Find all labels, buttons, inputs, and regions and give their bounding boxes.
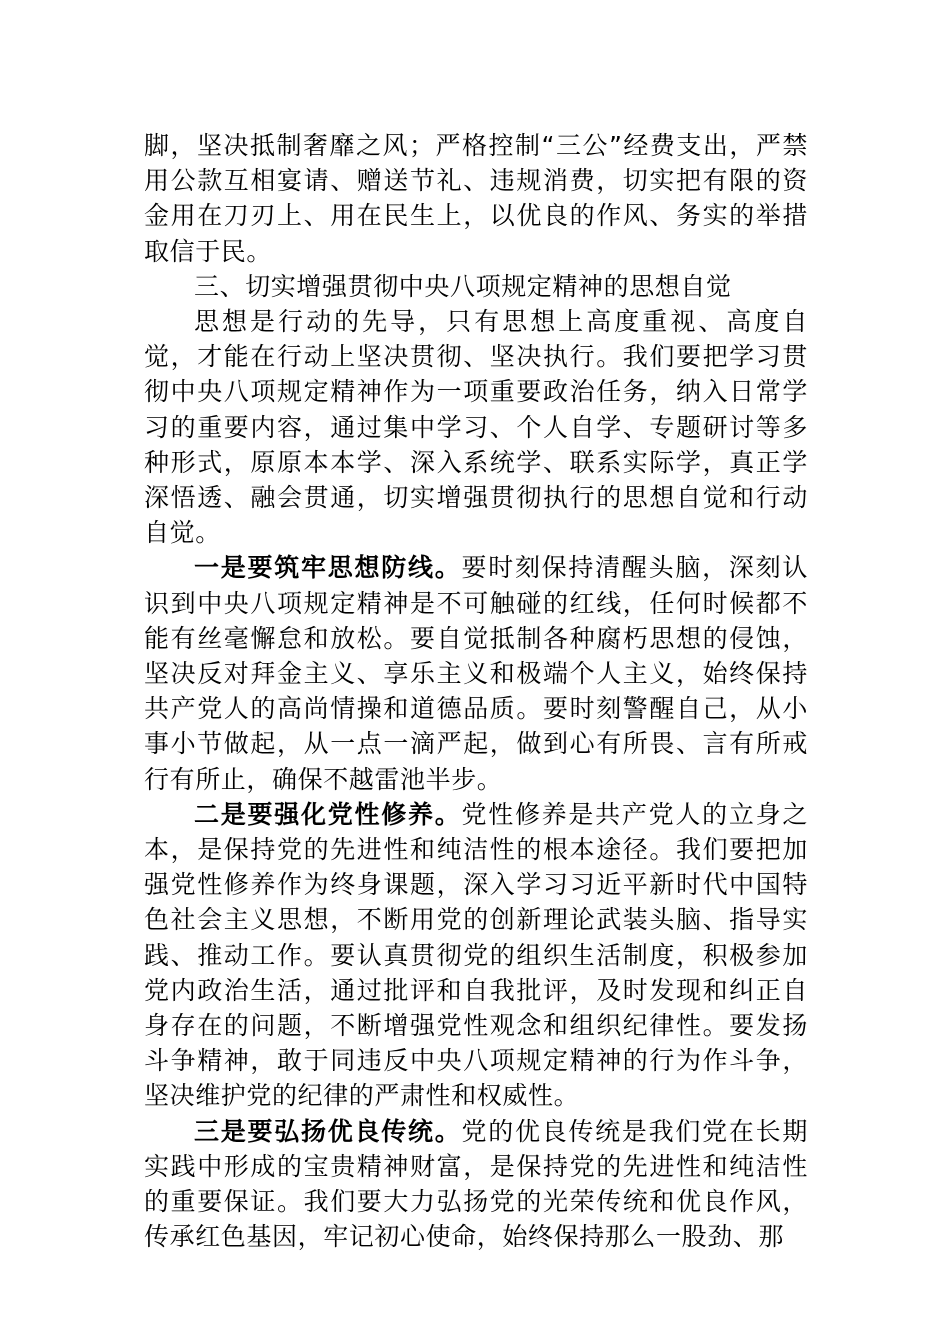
document-page	[144, 128, 808, 1255]
paragraph-text: 党性修养是共产党人的立身之本，是保持党的先进性和纯洁性的根本途径。我们要把加强党性修养作为终身课题，深入学习习近平新时代中国特色社会主义思想，不断用党的创新理论武装头脑、指导实践、推动工作。要认真贯彻党的组织生活制度，积极参加党内政治生活，通过批评和自我批评，及时发现和纠正自身存在的问题，不断增强党性观念和组织纪律性。要发扬斗争精神，敢于同违反中央八项规定精神的行为作斗争，坚决维护党的纪律的严肃性和权威性。	[144, 799, 808, 1111]
paragraph-lead: 三是要弘扬优良传统。	[194, 1116, 462, 1146]
paragraph-5	[144, 797, 808, 1114]
paragraph-text: 党的优良传统是我们党在长期实践中形成的宝贵精神财富，是保持党的先进性和纯洁性的重要保证。我们要大力弘扬党的光荣传统和优良作风，传承红色基因，牢记初心使命，始终保持那么一股劲、那	[144, 1116, 808, 1252]
paragraph-text: 要时刻保持清醒头脑，深刻认识到中央八项规定精神是不可触碰的红线，任何时候都不能有丝毫懈怠和放松。要自觉抵制各种腐朽思想的侵蚀，坚决反对拜金主义、享乐主义和极端个人主义，始终保持共产党人的高尚情操和道德品质。要时刻警醒自己，从小事小节做起，从一点一滴严起，做到心有所畏、言有所戒行有所止，确保不越雷池半步。	[144, 553, 808, 794]
paragraph-text: 脚，坚决抵制奢靡之风；严格控制“三公”经费支出，严禁用公款互相宴请、赠送节礼、违规消费，切实把有限的资金用在刀刃上、用在民生上，以优良的作风、务实的举措取信于民。	[144, 131, 808, 266]
section-heading	[144, 269, 808, 304]
paragraph-lead: 一是要筑牢思想防线。	[194, 553, 462, 583]
paragraph-3	[144, 304, 808, 550]
paragraph-1	[144, 128, 808, 269]
paragraph-4	[144, 550, 808, 796]
section-heading-text: 三、切实增强贯彻中央八项规定精神的思想自觉	[194, 271, 732, 301]
paragraph-text: 思想是行动的先导，只有思想上高度重视、高度自觉，才能在行动上坚决贯彻、坚决执行。我们要把学习贯彻中央八项规定精神作为一项重要政治任务，纳入日常学习的重要内容，通过集中学习、个人自学、专题研讨等多种形式，原原本本学、深入系统学、联系实际学，真正学深悟透、融会贯通，切实增强贯彻执行的思想自觉和行动自觉。	[144, 307, 808, 548]
paragraph-6	[144, 1114, 808, 1255]
paragraph-lead: 二是要强化党性修养。	[194, 799, 462, 829]
